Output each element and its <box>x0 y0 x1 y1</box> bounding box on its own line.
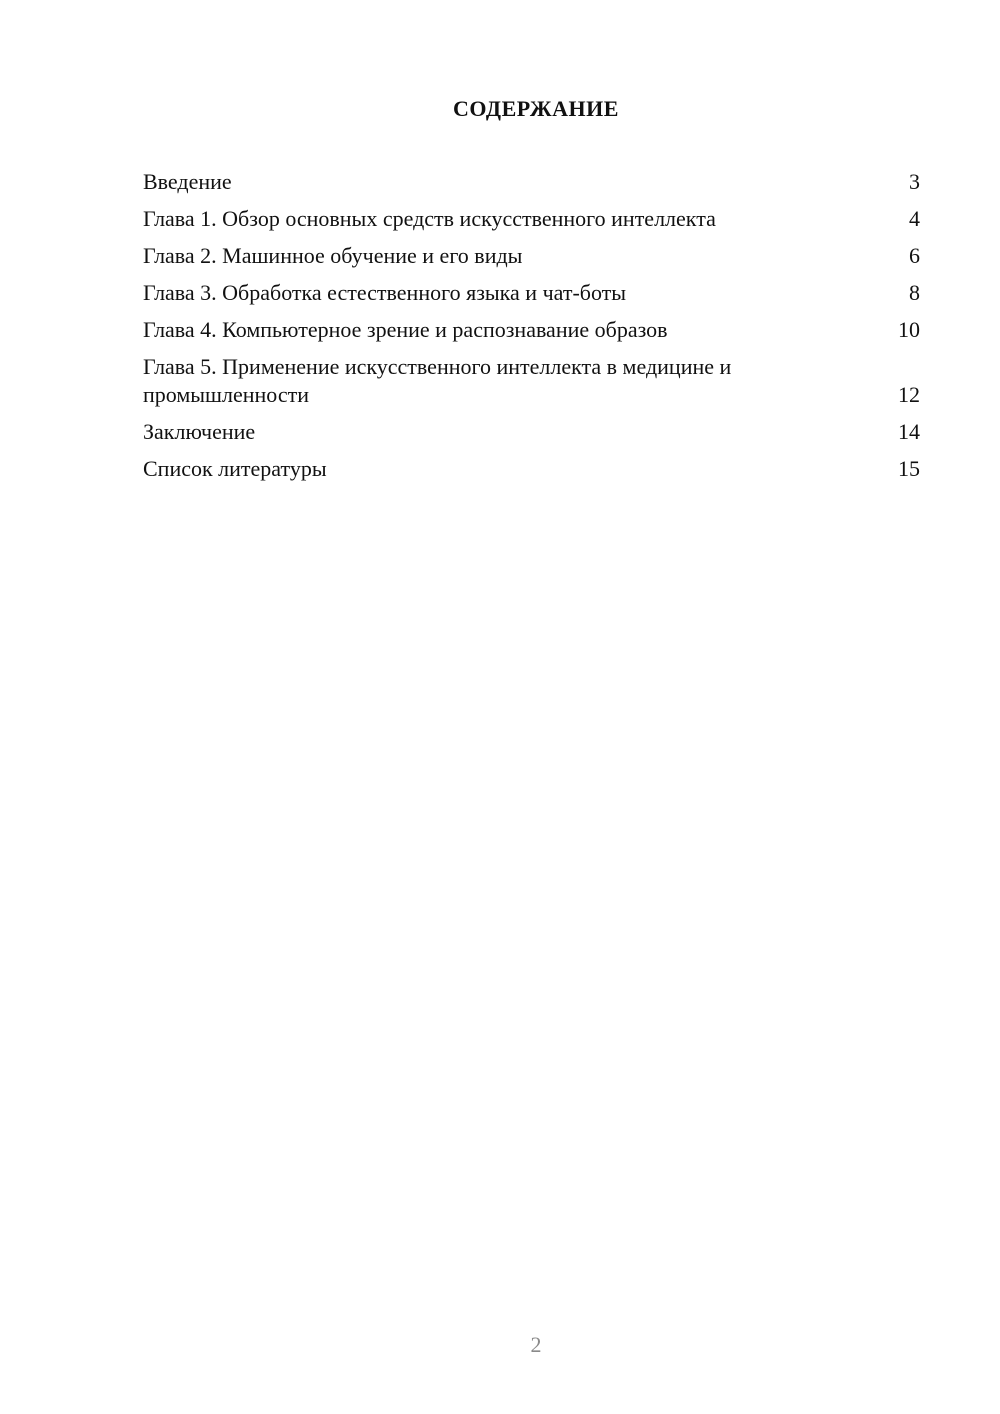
toc-entry-page: 10 <box>898 317 920 342</box>
toc-entry-chapter-1 <box>143 205 920 233</box>
toc-entry-chapter-3 <box>143 279 920 307</box>
toc-entry-page: 14 <box>898 419 920 444</box>
toc-entry-label: Глава 2. Машинное обучение и его виды <box>143 243 523 268</box>
toc-entry-page: 4 <box>909 206 920 231</box>
toc-entry-page: 6 <box>909 243 920 268</box>
toc-entry-references <box>143 455 920 483</box>
toc-entry-chapter-5 <box>143 353 920 409</box>
toc-entry-label: Глава 4. Компьютерное зрение и распознавание образов <box>143 317 668 342</box>
toc-entry-label: Глава 5. Применение искусственного интеллекта в медицине и промышленности <box>143 354 732 407</box>
toc-entry-label: Глава 1. Обзор основных средств искусственного интеллекта <box>143 206 716 231</box>
page-number: 2 <box>530 1332 542 1357</box>
toc-entry-page: 12 <box>898 382 920 407</box>
toc-entry-label: Заключение <box>143 419 256 444</box>
toc-entry-page: 3 <box>909 169 920 194</box>
toc-entry-conclusion <box>143 418 920 446</box>
toc-entry-introduction <box>143 168 920 196</box>
toc-entry-chapter-2 <box>143 242 920 270</box>
toc-list <box>143 168 920 492</box>
toc-entry-label: Введение <box>143 169 232 194</box>
toc-entry-chapter-4 <box>143 316 920 344</box>
toc-entry-page: 15 <box>898 456 920 481</box>
toc-title: СОДЕРЖАНИЕ <box>453 96 619 121</box>
toc-entry-page: 8 <box>909 280 920 305</box>
toc-entry-label: Глава 3. Обработка естественного языка и чат-боты <box>143 280 627 305</box>
toc-entry-label: Список литературы <box>143 456 327 481</box>
